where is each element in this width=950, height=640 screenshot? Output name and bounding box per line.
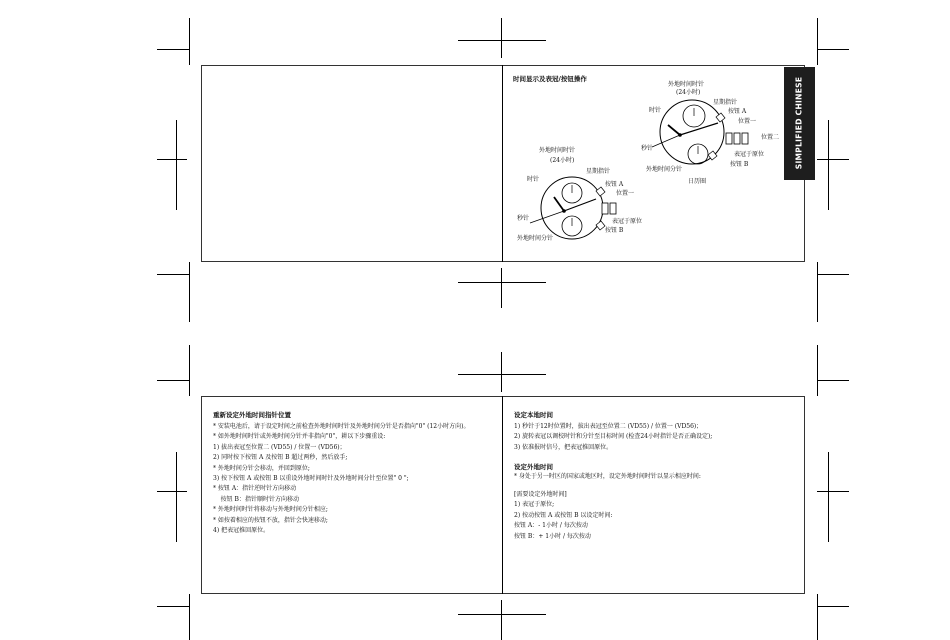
reset-line: 4) 把表冠推回原位。: [213, 527, 270, 534]
reset-line: 2) 同时按下按钮 A 及按钮 B 超过两秒，然后放手;: [213, 454, 348, 462]
local-line: 1) 秒针于12时位置时，拔出表冠至位置二 (VD55) / 位置一 (VD56)；: [514, 423, 703, 430]
upper-center-divider: [502, 65, 503, 262]
reset-line: * 外地时间时针将移动与外地时间分针相应;: [213, 506, 328, 514]
diag-large-button-b: 按钮 B: [730, 161, 749, 168]
reset-line: 1) 拔出表冠至位置二 (VD55) / 位置一 (VD56)；: [213, 443, 346, 451]
diag-large-second: 秒针: [641, 145, 654, 152]
world-line: 按钮 A：- 1小时 / 每次按动: [514, 522, 588, 530]
diag-large-date: 日历圈: [688, 178, 707, 185]
diag-small-pos1: 位置一: [616, 190, 635, 197]
reset-line: 3) 按下按钮 A 或按钮 B 以重设外地时间时针及外地时间分针至位置" 0 ";: [213, 475, 409, 482]
section-title-world-time: 设定外地时间: [514, 463, 553, 471]
diag-small-second: 秒针: [517, 215, 530, 222]
diag-small-24h: (24小时): [550, 157, 575, 164]
section-title-display: 时间显示及表冠/按钮操作: [513, 75, 587, 83]
reset-line: 按钮 B：指针顺时针方向移动: [213, 495, 299, 503]
lower-center-divider: [502, 396, 503, 594]
diag-small-button-a: 按钮 A: [605, 181, 624, 188]
language-tab-label: SIMPLIFIED CHINESE: [794, 76, 804, 170]
diag-large-pos1: 位置一: [738, 118, 757, 125]
world-line: * 身处于另一时区的国家或地区时，设定外地时间时针以显示相应时间:: [514, 473, 701, 480]
section-title-reset: 重新设定外地时间指针位置: [213, 411, 291, 419]
diag-small-button-b: 按钮 B: [605, 227, 624, 234]
reset-line: * 如按着相应的按钮不放，指针会快速移动;: [213, 516, 328, 524]
diag-large-weekday: 星期指针: [713, 99, 738, 106]
world-line: 1) 表冠于原位;: [514, 501, 555, 509]
diag-large-world-hour: 外地时间时针: [668, 81, 705, 88]
diag-large-pos2: 位置二: [761, 134, 780, 141]
local-line: 3) 依准报时信号，把表冠推回原位。: [514, 443, 613, 451]
reset-line: * 如外地时间时针或外地时间分针并非指向"0"，耕以下步骤重设:: [213, 433, 386, 441]
watch-diagram-small: [510, 143, 660, 248]
reset-line: * 安装电池后，请于设定时间之前检查外地时间时针及外地时间分针是否指向"0" (12小时方向)。: [213, 423, 470, 430]
diag-large-24h: (24小时): [676, 89, 701, 96]
world-line: 2) 按动按钮 A 或按钮 B 以设定时间:: [514, 511, 613, 519]
diag-large-hour: 时针: [649, 107, 662, 114]
diag-small-world-min: 外地时间分针: [517, 235, 554, 242]
diag-small-hour: 时针: [527, 176, 540, 183]
section-title-local-time: 设定本地时间: [514, 411, 553, 419]
diag-large-crown: 表冠于原位: [734, 151, 765, 158]
diag-small-crown: 表冠于原位: [612, 218, 643, 225]
world-line: [需要设定外地时间]: [514, 491, 567, 498]
reset-line: * 按钮 A：指针逆时针方向移动: [213, 485, 297, 493]
diag-small-weekday: 星期指针: [586, 168, 611, 175]
diag-large-button-a: 按钮 A: [728, 108, 747, 115]
diag-small-world-hour: 外地时间时针: [539, 147, 576, 154]
world-line: 按钮 B：+ 1小时 / 每次按动: [514, 532, 591, 540]
local-line: 2) 旋转表冠以调校时针和分针至目标时间 (检查24小时指针是否正确设定);: [514, 433, 713, 441]
reset-line: * 外地时间分针会移动，并回到原位;: [213, 464, 310, 472]
diag-large-world-min: 外地时间分针: [646, 166, 683, 173]
